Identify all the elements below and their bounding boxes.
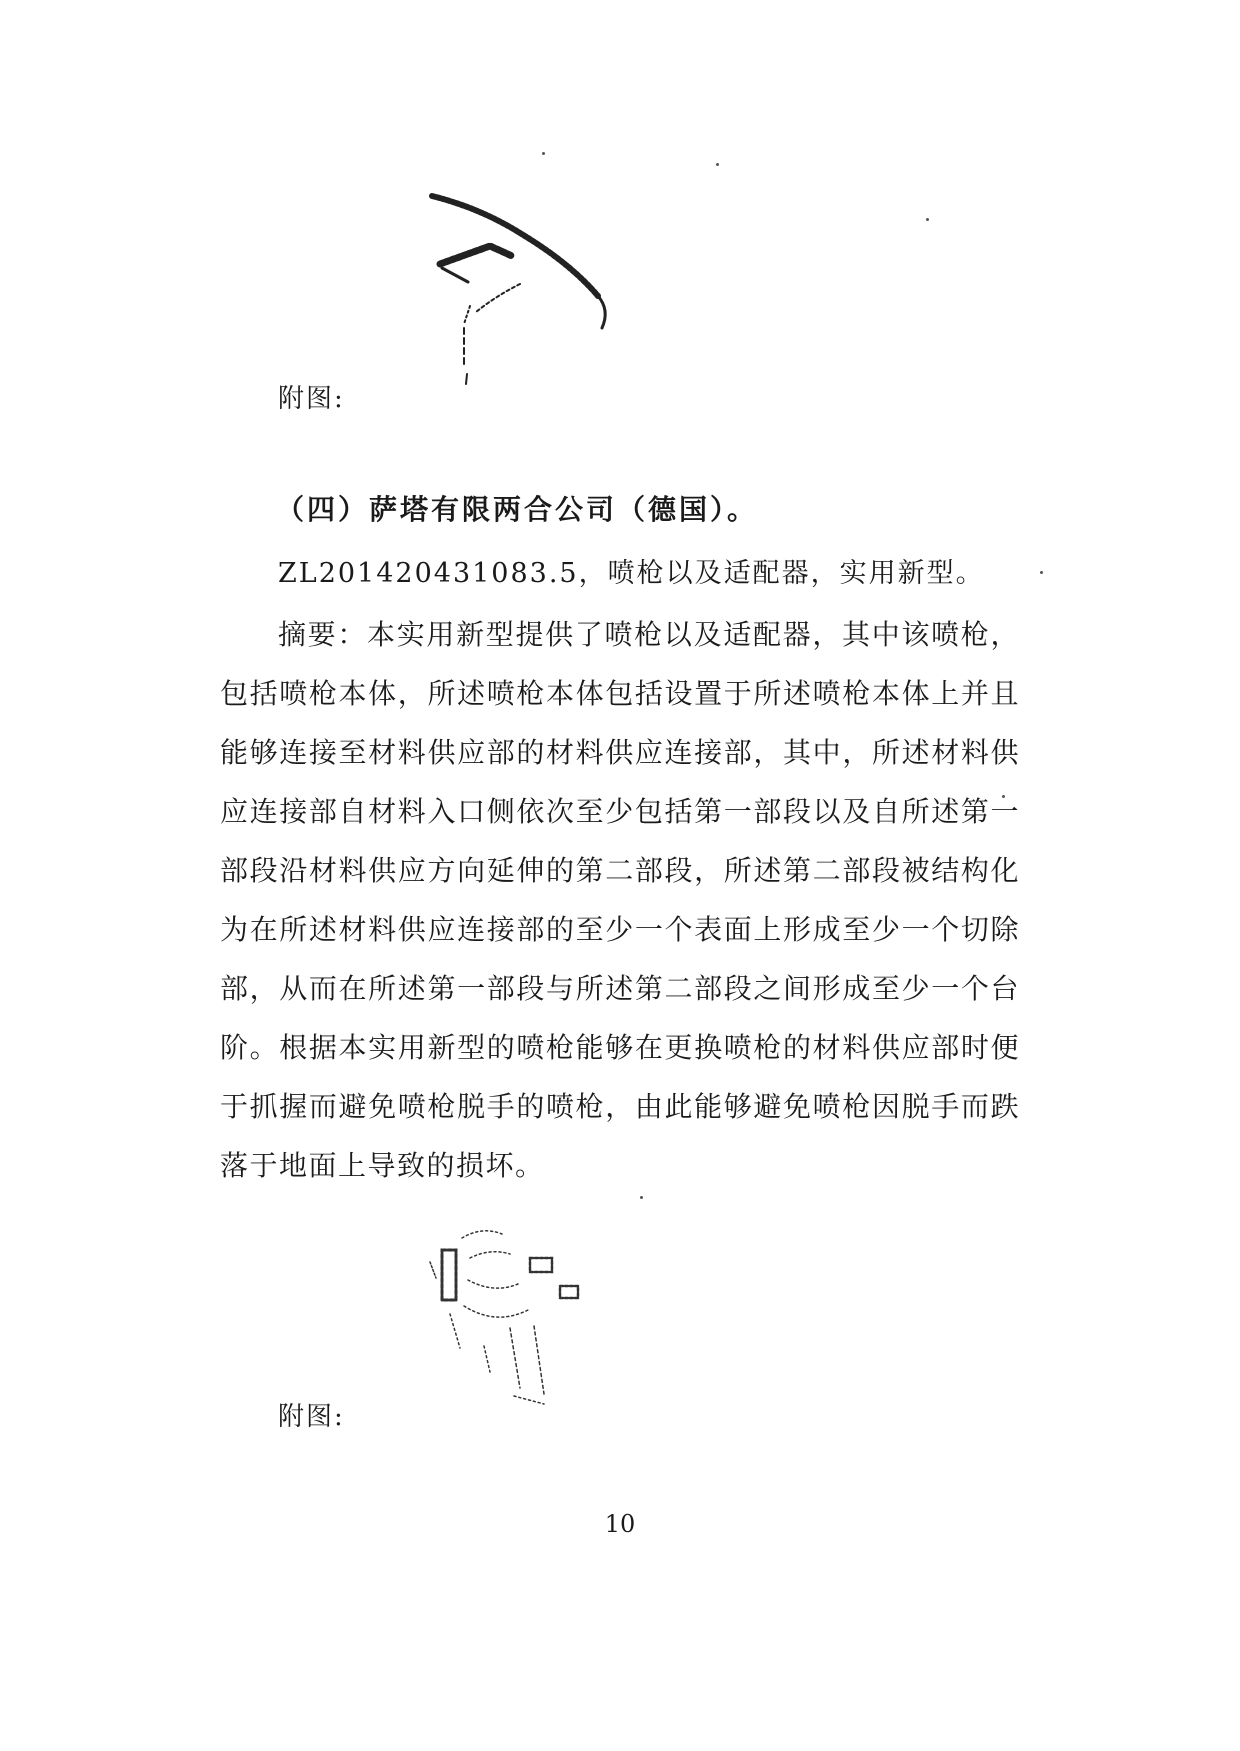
patent-number-line: ZL201420431083.5，喷枪以及适配器，实用新型。 xyxy=(278,558,985,589)
scan-speck xyxy=(1040,571,1043,574)
scan-speck xyxy=(640,1196,643,1199)
figure-label: 附图: xyxy=(278,384,345,414)
scan-speck xyxy=(926,218,929,221)
spray-gun-figure xyxy=(410,1218,590,1418)
page-number: 10 xyxy=(604,1510,636,1538)
scan-speck xyxy=(542,152,545,155)
scan-speck xyxy=(716,163,719,166)
abstract-paragraph: 摘要：本实用新型提供了喷枪以及适配器，其中该喷枪，包括喷枪本体，所述喷枪本体包括设置于所述喷枪本体上并且能够连接至材料供应部的材料供应连接部，其中，所述材料供应连接部自材料入口侧依次至少包括第一部段以及自所述第一部段沿材料供应方向延伸的第二部段，所述第二部段被结构化为在所述材料供应连接部的至少一个表面上形成至少一个切除部，从而在所述第一部段与所述第二部段之间形成至少一个台阶。根据本实用新型的喷枪能够在更换喷枪的材料供应部时便于抓握而避免喷枪脱手的喷枪，由此能够避免喷枪因脱手而跌落于地面上导致的损坏。 xyxy=(220,618,1020,1182)
spray-gun-nozzle-figure xyxy=(420,188,620,388)
section-heading: （四）萨塔有限两合公司（德国）。 xyxy=(276,493,759,526)
figure-label: 附图: xyxy=(278,1402,345,1432)
